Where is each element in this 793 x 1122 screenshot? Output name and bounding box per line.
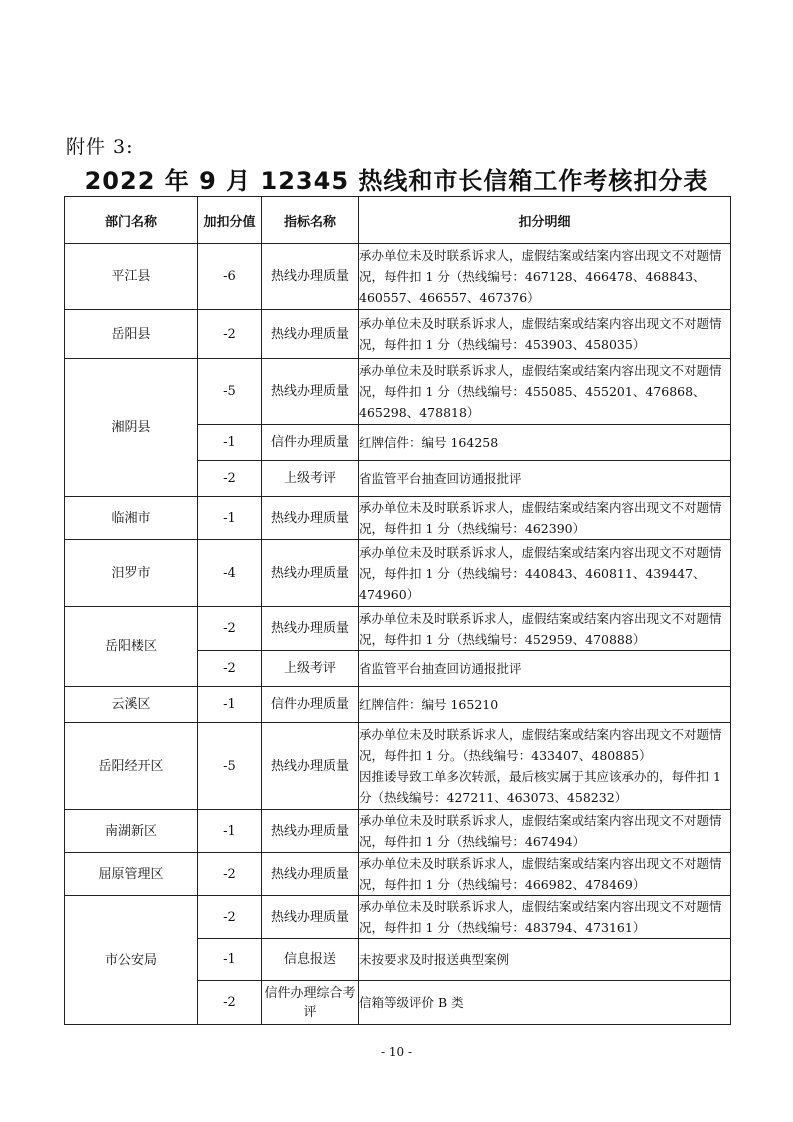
detail-text: 省监管平台抽查回访通报批评	[359, 661, 522, 676]
detail-cell	[359, 896, 731, 939]
score-cell: -1	[198, 425, 262, 461]
table-row	[65, 896, 731, 939]
table-row	[65, 359, 731, 425]
detail-cell	[359, 723, 731, 810]
indicator-cell: 信件办理质量	[262, 425, 359, 461]
table-row	[65, 723, 731, 810]
detail-cell	[359, 461, 731, 497]
dept-cell: 南湖新区	[65, 810, 198, 853]
dept-cell: 云溪区	[65, 687, 198, 723]
detail-cell	[359, 359, 731, 425]
detail-cell	[359, 981, 731, 1025]
indicator-cell: 热线办理质量	[262, 607, 359, 651]
detail-text: 承办单位未及时联系诉求人，虚假结案或结案内容出现文不对题情况，每件扣 1 分。（热线编号：433407、480885）	[359, 727, 722, 763]
dept-cell: 岳阳县	[65, 310, 198, 359]
indicator-cell: 信息报送	[262, 939, 359, 981]
indicator-cell: 上级考评	[262, 651, 359, 687]
detail-cell	[359, 425, 731, 461]
detail-cell	[359, 853, 731, 896]
detail-cell	[359, 497, 731, 540]
score-cell: -2	[198, 896, 262, 939]
detail-text: 承办单位未及时联系诉求人，虚假结案或结案内容出现文不对题情况，每件扣 1 分（热线编号：440843、460811、439447、474960）	[359, 544, 722, 602]
header-dept: 部门名称	[65, 197, 198, 244]
indicator-cell: 热线办理质量	[262, 723, 359, 810]
table-row	[65, 810, 731, 853]
indicator-cell: 热线办理质量	[262, 497, 359, 540]
detail-text: 省监管平台抽查回访通报批评	[359, 471, 522, 486]
dept-cell: 临湘市	[65, 497, 198, 540]
header-indicator: 指标名称	[262, 197, 359, 244]
score-cell: -1	[198, 687, 262, 723]
header-detail: 扣分明细	[359, 197, 731, 244]
indicator-cell: 热线办理质量	[262, 310, 359, 359]
table-row	[65, 607, 731, 651]
score-cell: -1	[198, 497, 262, 540]
indicator-cell: 热线办理质量	[262, 810, 359, 853]
score-cell: -2	[198, 981, 262, 1025]
dept-cell: 湘阴县	[65, 359, 198, 497]
score-cell: -2	[198, 310, 262, 359]
indicator-cell: 热线办理质量	[262, 853, 359, 896]
detail-cell	[359, 244, 731, 310]
score-cell: -2	[198, 607, 262, 651]
table-row	[65, 244, 731, 310]
dept-cell: 屈原管理区	[65, 853, 198, 896]
detail-text: 承办单位未及时联系诉求人，虚假结案或结案内容出现文不对题情况，每件扣 1 分（热线编号：455085、455201、476868、465298、478818）	[359, 363, 722, 420]
detail-text: 未按要求及时报送典型案例	[359, 952, 510, 967]
detail-text: 红牌信件：编号 165210	[359, 697, 499, 712]
score-cell: -1	[198, 810, 262, 853]
page-number: - 10 -	[380, 1045, 412, 1059]
detail-cell	[359, 607, 731, 651]
score-cell: -4	[198, 540, 262, 607]
indicator-cell: 上级考评	[262, 461, 359, 497]
dept-cell: 市公安局	[65, 896, 198, 1025]
detail-cell	[359, 939, 731, 981]
score-cell: -2	[198, 853, 262, 896]
score-cell: -5	[198, 359, 262, 425]
dept-cell: 岳阳经开区	[65, 723, 198, 810]
detail-cell	[359, 310, 731, 359]
annex-label: 附件 3:	[66, 136, 134, 158]
dept-cell: 岳阳楼区	[65, 607, 198, 687]
indicator-cell: 热线办理质量	[262, 540, 359, 607]
score-cell: -2	[198, 651, 262, 687]
dept-cell: 汨罗市	[65, 540, 198, 607]
detail-text: 红牌信件：编号 164258	[359, 435, 499, 450]
detail-text: 承办单位未及时联系诉求人，虚假结案或结案内容出现文不对题情况，每件扣 1 分（热线编号：467494）	[359, 813, 722, 849]
table-row	[65, 687, 731, 723]
detail-text: 承办单位未及时联系诉求人，虚假结案或结案内容出现文不对题情况，每件扣 1 分（热线编号：462390）	[359, 500, 722, 536]
detail-text: 承办单位未及时联系诉求人，虚假结案或结案内容出现文不对题情况，每件扣 1 分（热线编号：467128、466478、468843、460557、466557、467376）	[359, 248, 722, 305]
indicator-cell: 热线办理质量	[262, 244, 359, 310]
detail-text: 承办单位未及时联系诉求人，虚假结案或结案内容出现文不对题情况，每件扣 1 分（热线编号：453903、458035）	[359, 316, 722, 352]
detail-text: 承办单位未及时联系诉求人，虚假结案或结案内容出现文不对题情况，每件扣 1 分（热线编号：452959、470888）	[359, 610, 722, 647]
indicator-cell: 热线办理质量	[262, 359, 359, 425]
indicator-cell: 热线办理质量	[262, 896, 359, 939]
detail-cell	[359, 687, 731, 723]
table-header-row	[65, 197, 731, 244]
detail-text: 承办单位未及时联系诉求人，虚假结案或结案内容出现文不对题情况，每件扣 1 分（热线编号：466982、478469）	[359, 856, 722, 892]
detail-cell	[359, 651, 731, 687]
score-cell: -2	[198, 461, 262, 497]
table-row	[65, 310, 731, 359]
score-cell: -6	[198, 244, 262, 310]
table-row	[65, 853, 731, 896]
table-row	[65, 497, 731, 540]
score-cell: -1	[198, 939, 262, 981]
score-cell: -5	[198, 723, 262, 810]
detail-cell	[359, 540, 731, 607]
deduction-table	[64, 196, 731, 1025]
detail-text: 因推诿导致工单多次转派，最后核实属于其应该承办的，每件扣 1 分（热线编号：427211、463073、458232）	[359, 769, 721, 805]
indicator-cell: 信件办理质量	[262, 687, 359, 723]
page-title: 2022 年 9 月 12345 热线和市长信箱工作考核扣分表	[84, 167, 709, 195]
indicator-cell: 信件办理综合考评	[262, 981, 359, 1025]
header-score: 加扣分值	[198, 197, 262, 244]
dept-cell: 平江县	[65, 244, 198, 310]
detail-cell	[359, 810, 731, 853]
detail-text: 信箱等级评价 B 类	[359, 995, 464, 1010]
table-row	[65, 540, 731, 607]
detail-text: 承办单位未及时联系诉求人，虚假结案或结案内容出现文不对题情况，每件扣 1 分（热线编号：483794、473161）	[359, 899, 722, 935]
